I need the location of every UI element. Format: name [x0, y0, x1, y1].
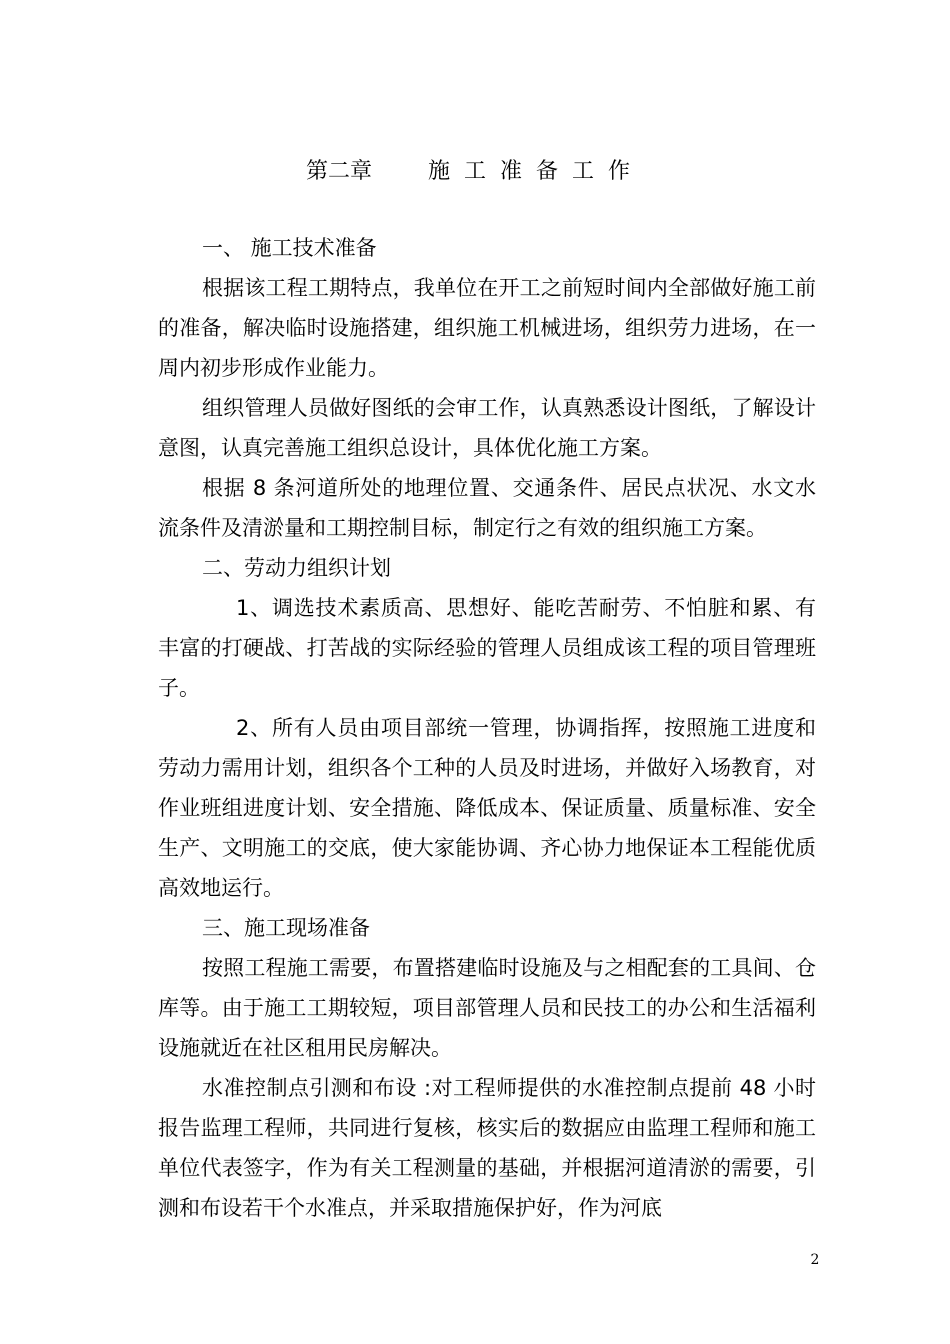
paragraph-temporary-facilities: 按照工程施工需要，布置搭建临时设施及与之相配套的工具间、仓库等。由于施工工期较短，项目部管理人员和民技工的办公和生活福利设施就近在社区租用民房解决。 [158, 956, 816, 1060]
paragraph-management-team: 1、调选技术素质高、思想好、能吃苦耐劳、不怕脏和累、有丰富的打硬战、打苦战的实际经验的管理人员组成该工程的项目管理班子。 [158, 596, 816, 700]
paragraph-preparation: 根据该工程工期特点，我单位在开工之前短时间内全部做好施工前的准备，解决临时设施搭建，组织施工机械进场，组织劳力进场，在一周内初步形成作业能力。 [158, 276, 816, 380]
chapter-number: 第二章 [305, 159, 372, 184]
paragraph-construction-plan: 根据 8 条河道所处的地理位置、交通条件、居民点状况、水文水流条件及清淤量和工期控制目标，制定行之有效的组织施工方案。 [158, 476, 816, 540]
section-heading-labor: 二、劳动力组织计划 [202, 556, 391, 580]
section-heading-site: 三、施工现场准备 [202, 916, 370, 940]
paragraph-drawing-review: 组织管理人员做好图纸的会审工作，认真熟悉设计图纸，了解设计意图，认真完善施工组织总设计，具体优化施工方案。 [158, 396, 816, 460]
body-text [158, 228, 816, 1228]
page-number: 2 [810, 1252, 820, 1268]
paragraph-personnel-management: 2、所有人员由项目部统一管理，协调指挥，按照施工进度和劳动力需用计划，组织各个工种的人员及时进场，并做好入场教育，对作业班组进度计划、安全措施、降低成本、保证质量、质量标准、安全生产、文明施工的交底，使大家能协调、齐心协力地保证本工程能优质高效地运行。 [158, 716, 816, 900]
chapter-title [0, 152, 950, 192]
paragraph-benchmark-survey: 水准控制点引测和布设 :对工程师提供的水准控制点提前 48 小时报告监理工程师，共同进行复核，核实后的数据应由监理工程师和施工单位代表签字，作为有关工程测量的基础，并根据河道清淤的需要，引测和布设若干个水准点，并采取措施保护好，作为河底 [158, 1076, 816, 1220]
chapter-name: 施工准备工作 [428, 159, 645, 184]
section-heading-technical: 一、 施工技术准备 [202, 236, 377, 260]
